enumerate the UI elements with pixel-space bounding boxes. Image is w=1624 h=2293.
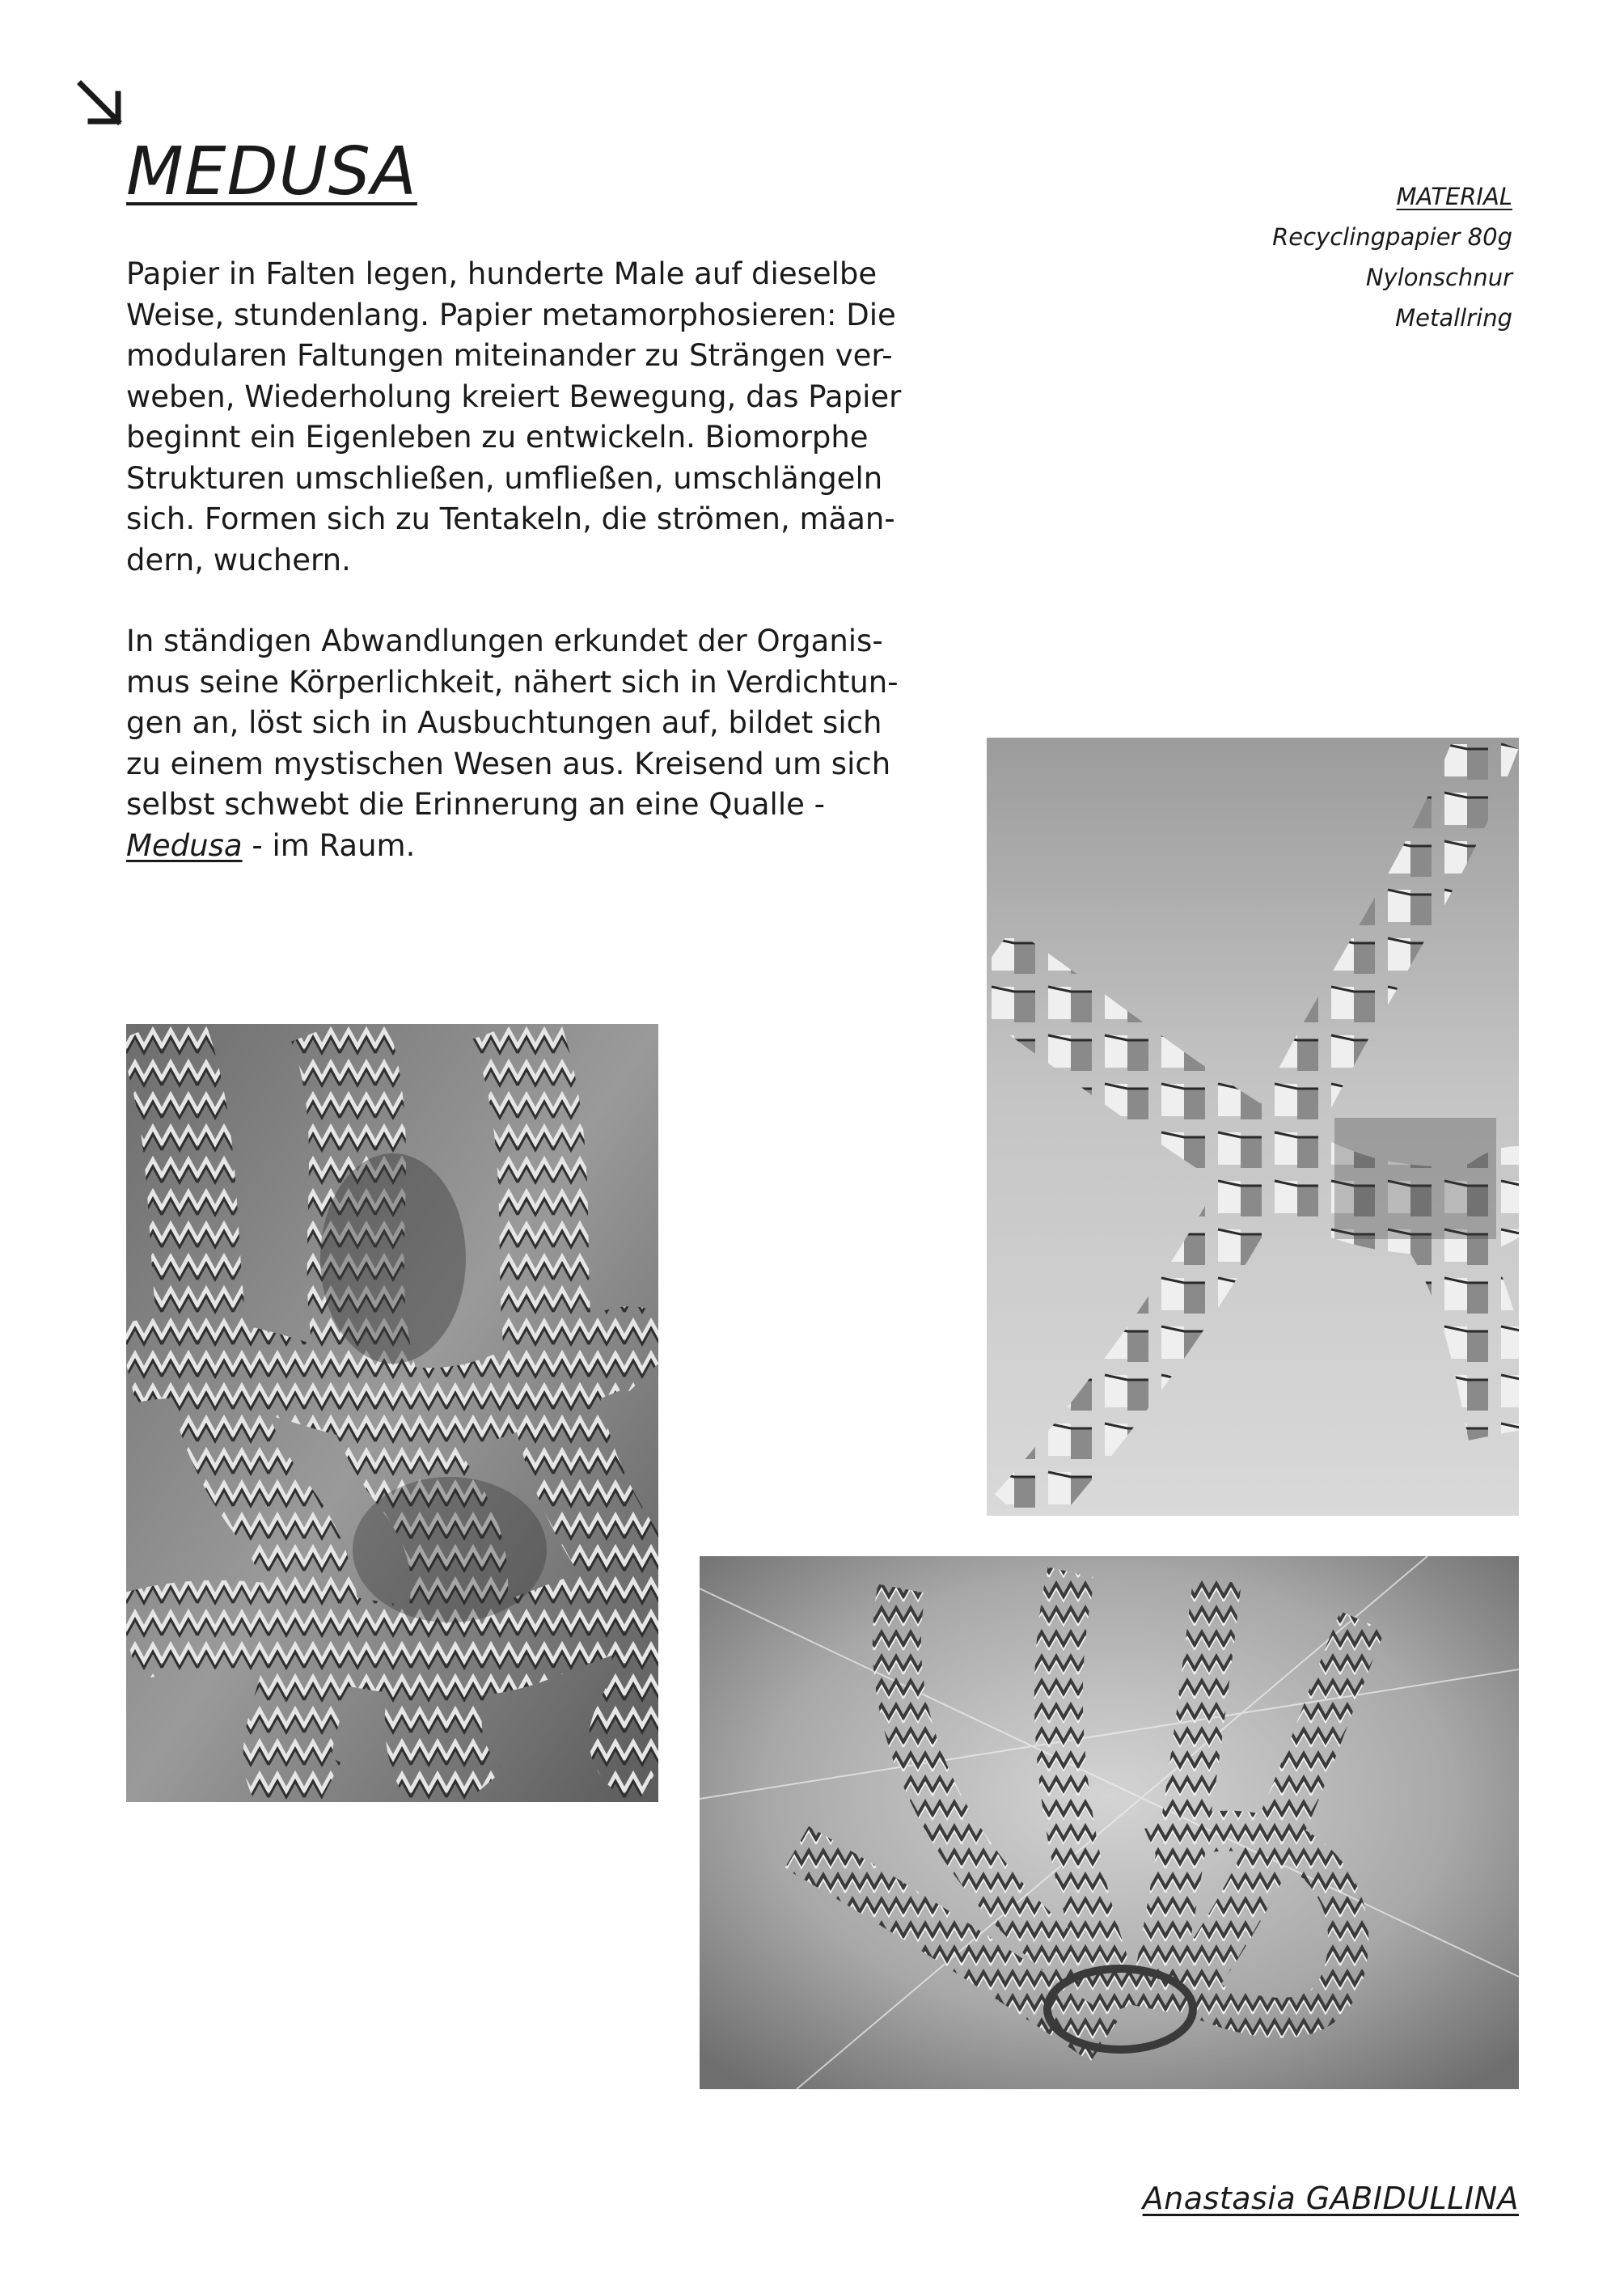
p1-line: dern, wuchern. <box>126 542 351 577</box>
p1-line: Weise, stundenlang. Papier metamorphosieren: Die <box>126 297 896 332</box>
material-heading: MATERIAL <box>1396 183 1512 210</box>
arrow-down-right-icon <box>74 78 126 129</box>
p2-line: In ständigen Abwandlungen erkundet der Organis- <box>126 624 883 658</box>
p2-line: mus seine Körperlichkeit, nähert sich in Verdichtun- <box>126 664 899 700</box>
p2-line: gen an, löst sich in Ausbuchtungen auf, bildet sich <box>126 705 882 740</box>
author-name: Anastasia GABIDULLINA <box>1142 2181 1519 2216</box>
p2-ending: - im Raum. <box>242 827 416 863</box>
body-text <box>126 254 923 866</box>
paragraph-1 <box>126 254 923 581</box>
photo-suspended-structure <box>700 1556 1519 2089</box>
medusa-emphasis: Medusa <box>126 827 243 863</box>
p1-line: beginnt ein Eigenleben zu entwickeln. Biomorphe <box>126 420 869 455</box>
p1-line: Strukturen umschließen, umfließen, umschlängeln <box>126 460 883 496</box>
p1-line: Papier in Falten legen, hunderte Male auf dieselbe <box>126 256 878 291</box>
material-item: Metallring <box>1395 304 1512 332</box>
p1-line: weben, Wiederholung kreiert Bewegung, das Papier <box>126 379 902 414</box>
material-list <box>1272 176 1512 338</box>
p1-line: modularen Faltungen miteinander zu Strängen ver- <box>126 338 893 373</box>
material-item: Nylonschnur <box>1365 264 1512 291</box>
p1-line: sich. Formen sich zu Tentakeln, die strömen, mäan- <box>126 501 895 536</box>
photo-tentacle-mass <box>126 1024 658 1802</box>
photo-crossing-strands <box>987 738 1519 1516</box>
page-title: MEDUSA <box>126 133 417 210</box>
material-item: Recyclingpapier 80g <box>1272 223 1512 251</box>
p2-line: zu einem mystischen Wesen aus. Kreisend um sich <box>126 746 891 781</box>
p2-line: selbst schwebt die Erinnerung an eine Qualle - <box>126 787 825 822</box>
paragraph-2 <box>126 621 923 866</box>
